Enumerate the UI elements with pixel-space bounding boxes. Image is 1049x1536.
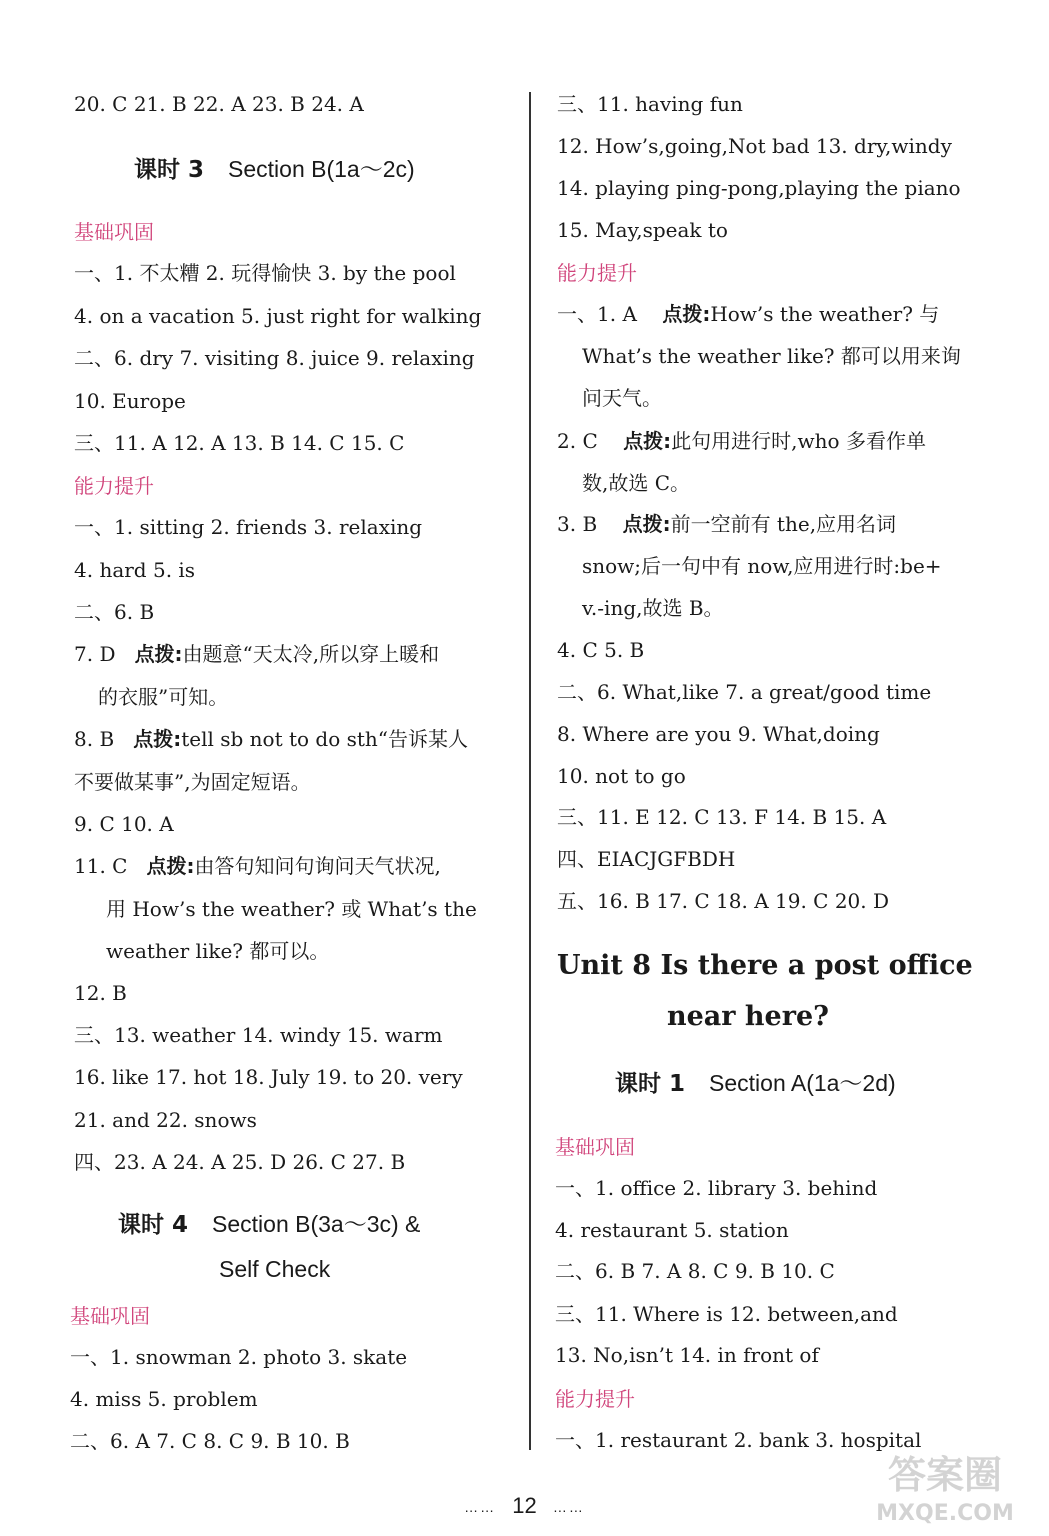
lesson-heading (615, 1067, 896, 1100)
answer-line: 16. like 17. hot 18. July 19. to 20. very (74, 1065, 463, 1089)
answer-line: 一、1. 不太糟 2. 玩得愉快 3. by the pool (74, 261, 456, 285)
answer-line: 13. No,isn’t 14. in front of (555, 1343, 819, 1367)
answer-line: 4. miss 5. problem (70, 1387, 258, 1411)
category-label: 能力提升 (557, 261, 637, 285)
answer-line: 10. not to go (557, 764, 686, 788)
category-label: 能力提升 (74, 474, 154, 498)
answer-line: 21. and 22. snows (74, 1108, 257, 1132)
tip-label: 点拨: (133, 727, 182, 751)
tip-text: 前一空前有 the,应用名词 (670, 512, 897, 536)
tip-text: 由答句知问句询问天气状况, (194, 854, 441, 878)
lesson-section: Section B(1a～2c) (228, 156, 415, 182)
tip-text: 此句用进行时,who 多看作单 (671, 429, 926, 453)
lesson-number: 课时 3 (134, 157, 205, 183)
lesson-section: Self Check (219, 1256, 331, 1282)
answer-line: 二、6. B (74, 600, 155, 624)
tip-label: 点拨: (146, 854, 195, 878)
answer-line: 一、1. office 2. library 3. behind (555, 1176, 878, 1200)
answer-line: 14. playing ping-pong,playing the piano (557, 176, 961, 200)
footer-dots-right: …… (552, 1499, 585, 1516)
answer-line: 9. C 10. A (74, 812, 174, 836)
answer-number: 一、1. A (557, 302, 637, 326)
answer-line: 三、11. E 12. C 13. F 14. B 15. A (557, 805, 887, 829)
answer-line: 五、16. B 17. C 18. A 19. C 20. D (557, 889, 890, 913)
tip-label: 点拨: (622, 512, 671, 536)
answer-line: 4. on a vacation 5. just right for walking (74, 304, 482, 328)
answer-line (74, 852, 441, 880)
page-number: 12 (512, 1493, 537, 1518)
answer-line: 20. C 21. B 22. A 23. B 24. A (74, 92, 364, 116)
answer-line: 问天气。 (582, 386, 662, 410)
answer-line: 二、6. What,like 7. a great/good time (557, 680, 932, 704)
answer-line: What’s the weather like? 都可以用来询 (582, 344, 961, 368)
answer-line: 三、13. weather 14. windy 15. warm (74, 1023, 443, 1047)
answer-number: 3. B (557, 512, 598, 536)
answer-line: 数,故选 C。 (582, 471, 691, 495)
answer-line: 10. Europe (74, 389, 186, 413)
lesson-heading (118, 1208, 420, 1241)
answer-line: 15. May,speak to (557, 218, 728, 242)
answer-line (557, 427, 926, 455)
answer-line: 三、11. having fun (557, 92, 743, 116)
tip-text: tell sb not to do sth“告诉某人 (181, 727, 469, 751)
answer-line: 不要做某事”,为固定短语。 (74, 770, 311, 794)
answer-line: 一、1. snowman 2. photo 3. skate (70, 1345, 408, 1369)
svg-text:MXQE.COM: MXQE.COM (876, 1501, 1014, 1526)
answer-line (74, 725, 468, 753)
answer-line: 四、23. A 24. A 25. D 26. C 27. B (74, 1150, 406, 1174)
answer-line (74, 640, 439, 668)
answer-line: weather like? 都可以。 (106, 939, 330, 963)
answer-line: 4. restaurant 5. station (555, 1218, 789, 1242)
answer-line: 4. C 5. B (557, 638, 645, 662)
answer-number: 2. C (557, 429, 598, 453)
answer-number: 8. B (74, 727, 115, 751)
answer-line: 一、1. sitting 2. friends 3. relaxing (74, 515, 423, 539)
watermark-logo (855, 1448, 1035, 1528)
answer-line: 一、1. restaurant 2. bank 3. hospital (555, 1428, 922, 1452)
unit-title-cont: near here? (667, 1001, 829, 1032)
lesson-heading-cont (219, 1253, 330, 1286)
answer-line: 二、6. dry 7. visiting 8. juice 9. relaxing (74, 346, 475, 370)
svg-text:答案圈: 答案圈 (887, 1453, 1003, 1497)
tip-label: 点拨: (662, 302, 711, 326)
answer-line: 8. Where are you 9. What,doing (557, 722, 880, 746)
answer-line: 的衣服”可知。 (98, 685, 229, 709)
answer-line (557, 510, 896, 538)
lesson-number: 课时 4 (118, 1212, 189, 1238)
category-label: 基础巩固 (74, 220, 154, 244)
answer-line: 12. How’s,going,Not bad 13. dry,windy (557, 134, 952, 158)
answer-line: 三、11. Where is 12. between,and (555, 1302, 898, 1326)
answer-number: 11. C (74, 854, 128, 878)
answer-line: v.-ing,故选 B。 (582, 596, 724, 620)
lesson-section: Section A(1a～2d) (709, 1070, 896, 1096)
answer-number: 7. D (74, 642, 116, 666)
answer-line: 用 How’s the weather? 或 What’s the (106, 897, 477, 921)
answer-line: 四、EIACJGFBDH (557, 847, 736, 871)
lesson-section: Section B(3a～3c) & (212, 1211, 421, 1237)
category-label: 基础巩固 (555, 1135, 635, 1159)
unit-title: Unit 8 Is there a post office (557, 950, 973, 981)
lesson-number: 课时 1 (615, 1071, 686, 1097)
answer-line: 三、11. A 12. A 13. B 14. C 15. C (74, 431, 405, 455)
tip-label: 点拨: (623, 429, 672, 453)
tip-text: How’s the weather? 与 (710, 302, 940, 326)
tip-text: 由题意“天太冷,所以穿上暖和 (182, 642, 440, 666)
answer-line: 二、6. B 7. A 8. C 9. B 10. C (555, 1259, 835, 1283)
category-label: 基础巩固 (70, 1304, 150, 1328)
column-divider (529, 92, 531, 1450)
answer-line: 12. B (74, 981, 127, 1005)
answer-line: 二、6. A 7. C 8. C 9. B 10. B (70, 1429, 350, 1453)
answer-line: 4. hard 5. is (74, 558, 196, 582)
answer-line (557, 300, 939, 328)
lesson-heading (134, 153, 415, 186)
answer-line: snow;后一句中有 now,应用进行时:be+ (582, 554, 942, 578)
footer-dots-left: …… (464, 1499, 497, 1516)
category-label: 能力提升 (555, 1387, 635, 1411)
tip-label: 点拨: (134, 642, 183, 666)
